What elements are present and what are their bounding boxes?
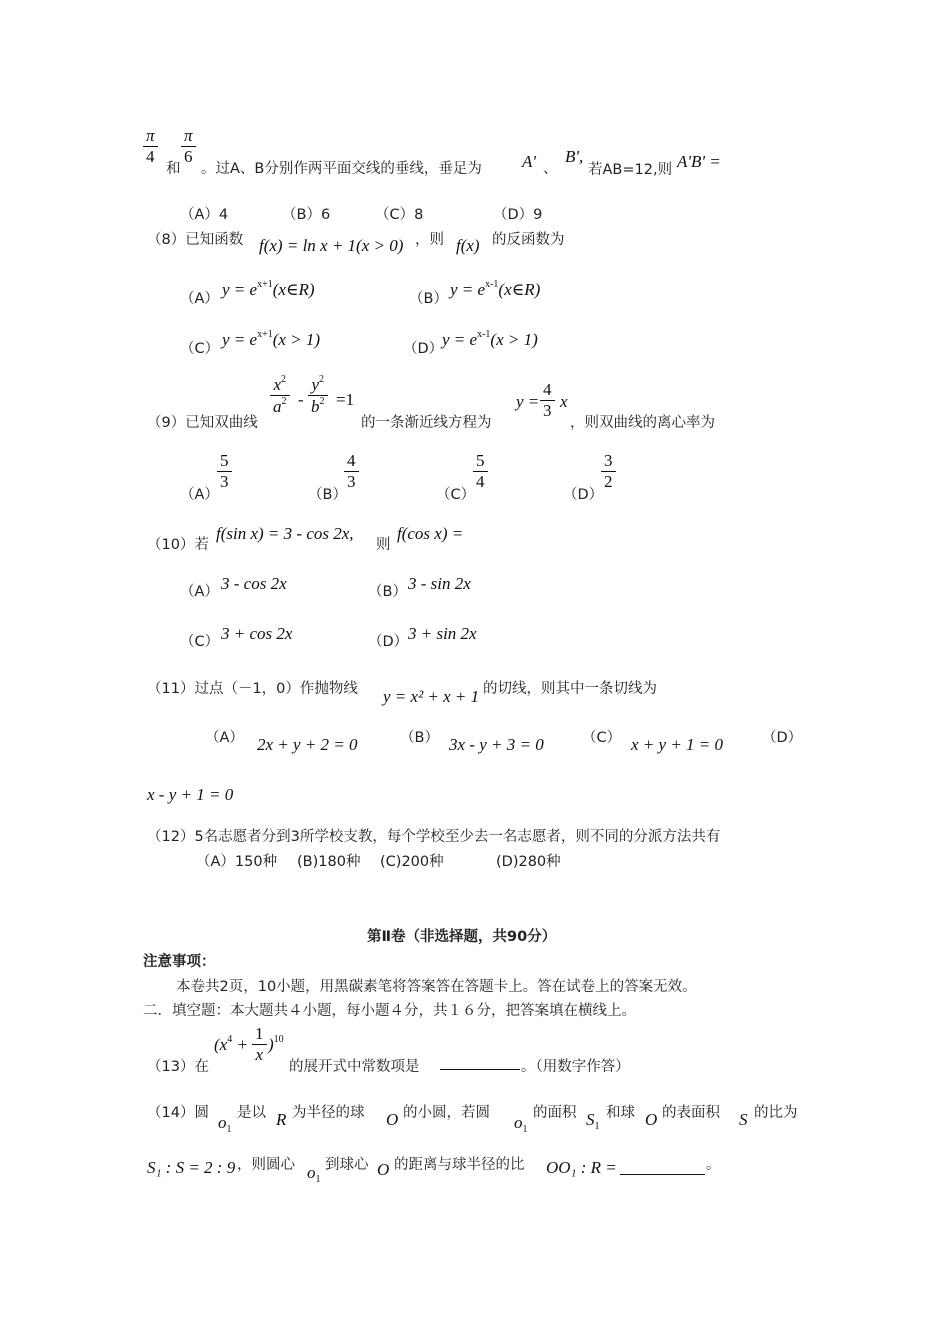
q12-option-a: （A）150种 <box>196 854 278 870</box>
q7-option-d: （D）9 <box>493 207 543 223</box>
q13-answer-blank[interactable] <box>440 1055 520 1074</box>
q12-text: （12）5名志愿者分到3所学校支教，每个学校至少去一名志愿者，则不同的分派方法共有 <box>147 829 721 845</box>
q10-option-b-label: （B） <box>368 584 407 600</box>
q14-t3: 的小圆，若圆 <box>403 1105 490 1121</box>
q14-R: R <box>276 1110 287 1129</box>
q14-o1: $o_1$ <box>218 1113 232 1135</box>
q7-separator: 、 <box>543 161 558 177</box>
q7-and: 和 <box>166 161 181 177</box>
q8-option-b-label: （B） <box>409 291 448 307</box>
q7-option-c: （C）8 <box>375 207 424 223</box>
q10-prefix: （10）若 <box>147 537 209 553</box>
q11-suffix: 的切线，则其中一条切线为 <box>483 681 657 697</box>
q8-option-b: $y = e^{x-1}(x\in R)$ <box>450 279 541 299</box>
q14-o1-3: $o_1$ <box>307 1163 321 1185</box>
q10-option-c-label: （C） <box>180 634 220 650</box>
q14-t7: 的比为 <box>754 1105 798 1121</box>
q9-fraction-y2-b2: $\frac{y^2}{b^2}$ <box>308 374 328 417</box>
q13-fraction: $\frac{1}{x}$ <box>252 1024 267 1065</box>
q7-option-b: （B）6 <box>282 207 331 223</box>
q7-option-a: （A）4 <box>180 207 229 223</box>
q11-option-c: x + y + 1 = 0 <box>631 735 724 754</box>
q7-ab-prime: A'B' = <box>677 152 721 171</box>
q10-option-d-label: （D） <box>368 634 409 650</box>
section-fill-heading: 二．填空题：本大题共４小题，每小题４分，共１６分，把答案填在横线上。 <box>143 1003 636 1019</box>
q9-option-d-label: （D） <box>563 487 604 503</box>
q8-suffix: 的反函数为 <box>492 232 565 248</box>
q9-prefix: （9）已知双曲线 <box>147 415 258 431</box>
q14-end: 。 <box>706 1157 721 1173</box>
q9-option-c-label: （C） <box>436 487 476 503</box>
q13-suffix: 的展开式中常数项是 <box>289 1059 420 1075</box>
notice-text: 本卷共2页，10小题，用黑碳素笔将答案答在答题卡上。答在试卷上的答案无效。 <box>176 979 697 995</box>
q13-prefix: （13）在 <box>147 1059 209 1075</box>
q14-t5: 和球 <box>606 1105 635 1121</box>
q14-t6: 的表面积 <box>662 1105 720 1121</box>
q14-t10: 的距离与球半径的比 <box>394 1157 525 1173</box>
q14-S1: $S_1$ <box>586 1110 600 1132</box>
q11-option-c-label: （C） <box>582 730 622 746</box>
q11-option-d-label: （D） <box>762 730 803 746</box>
q10-option-a: 3 - cos 2x <box>221 574 287 593</box>
notice-heading: 注意事项： <box>143 954 216 970</box>
q14-t1: 是以 <box>237 1105 266 1121</box>
q7-fraction-pi-4: $\frac{\pi}{4}$ <box>143 126 158 167</box>
q8-prefix: （8）已知函数 <box>147 232 244 248</box>
q14-ratio: S₁ : S = 2 : 9 <box>147 1158 236 1177</box>
q9-x: x <box>560 392 568 411</box>
q10-ask: f(cos x) = <box>397 524 464 543</box>
q14-o1-2: $o_1$ <box>514 1113 528 1135</box>
q9-minus: - <box>298 390 304 409</box>
q14-t8: ，则圆心 <box>237 1157 295 1173</box>
q9-y-equals: y = <box>516 392 540 411</box>
q9-option-b-fraction: $\frac{4}{3}$ <box>344 451 359 492</box>
q8-function2: f(x) <box>456 236 480 255</box>
q14-answer-blank[interactable] <box>620 1160 705 1179</box>
q8-option-a: $y = e^{x+1}(x\in R)$ <box>222 279 315 299</box>
q14-O-2: O <box>645 1110 658 1129</box>
q13-suffix2: 。（用数字作答） <box>521 1059 630 1075</box>
q8-option-d: $y = e^{x-1}(x > 1)$ <box>442 329 538 349</box>
part2-title: 第Ⅱ卷（非选择题，共90分） <box>367 929 557 945</box>
q9-option-d-fraction: $\frac{3}{2}$ <box>601 451 616 492</box>
q10-option-b: 3 - sin 2x <box>408 574 471 593</box>
q14-t4: 的面积 <box>533 1105 577 1121</box>
q9-option-c-fraction: $\frac{5}{4}$ <box>473 451 488 492</box>
q12-option-d: (D)280种 <box>496 854 561 870</box>
q11-option-d: x - y + 1 = 0 <box>147 785 234 804</box>
q12-option-c: (C)200种 <box>380 854 444 870</box>
q7-text: 。过A、B分别作两平面交线的垂线，垂足为 <box>201 161 482 177</box>
q9-option-a-fraction: $\frac{5}{3}$ <box>217 451 232 492</box>
q8-mid: ，则 <box>415 232 444 248</box>
q8-option-a-label: （A） <box>180 291 219 307</box>
q14-ask: OO₁ : R = <box>546 1158 617 1177</box>
q9-equals-one: =1 <box>336 390 355 409</box>
q7-a-prime: A' <box>522 152 537 171</box>
q11-option-b: 3x - y + 3 = 0 <box>449 735 544 754</box>
q10-then: 则 <box>376 537 391 553</box>
q9-mid: 的一条渐近线方程为 <box>361 415 492 431</box>
q8-option-c-label: （C） <box>180 341 220 357</box>
q9-option-b-label: （B） <box>308 487 347 503</box>
q7-fraction-pi-6: $\frac{\pi}{6}$ <box>181 126 196 167</box>
q8-option-c: $y = e^{x+1}(x > 1)$ <box>222 329 321 349</box>
q10-condition: f(sin x) = 3 - cos 2x, <box>216 524 354 543</box>
q9-suffix: ，则双曲线的离心率为 <box>570 415 715 431</box>
q10-option-c: 3 + cos 2x <box>221 624 293 643</box>
q7-text2: 若AB=12,则 <box>588 162 673 178</box>
q9-fraction-4-3: $\frac{4}{3}$ <box>540 380 555 421</box>
q14-O: O <box>386 1110 399 1129</box>
q11-option-a: 2x + y + 2 = 0 <box>257 735 358 754</box>
q14-S: S <box>739 1110 748 1129</box>
q14-t2: 为半径的球 <box>292 1105 365 1121</box>
q12-option-b: (B)180种 <box>297 854 361 870</box>
q7-b-prime: B', <box>565 147 584 166</box>
q8-option-d-label: （D） <box>403 341 444 357</box>
q11-prefix: （11）过点（－1，0）作抛物线 <box>147 681 358 697</box>
q13-expr-base: ($x^4$ + <box>214 1034 248 1054</box>
q11-option-b-label: （B） <box>400 730 439 746</box>
q13-close: )$^{10}$ <box>268 1034 284 1054</box>
q14-prefix: （14）圆 <box>147 1105 209 1121</box>
q10-option-a-label: （A） <box>180 584 219 600</box>
q11-parabola: y = x² + x + 1 <box>383 687 480 706</box>
q9-fraction-x2-a2: $\frac{x^2}{a^2}$ <box>270 374 290 417</box>
q11-option-a-label: （A） <box>205 730 244 746</box>
q14-O-3: O <box>377 1160 390 1179</box>
q8-function: f(x) = ln x + 1(x > 0) <box>259 236 404 255</box>
q14-t9: 到球心 <box>325 1157 369 1173</box>
q9-option-a-label: （A） <box>180 487 219 503</box>
q10-option-d: 3 + sin 2x <box>408 624 477 643</box>
